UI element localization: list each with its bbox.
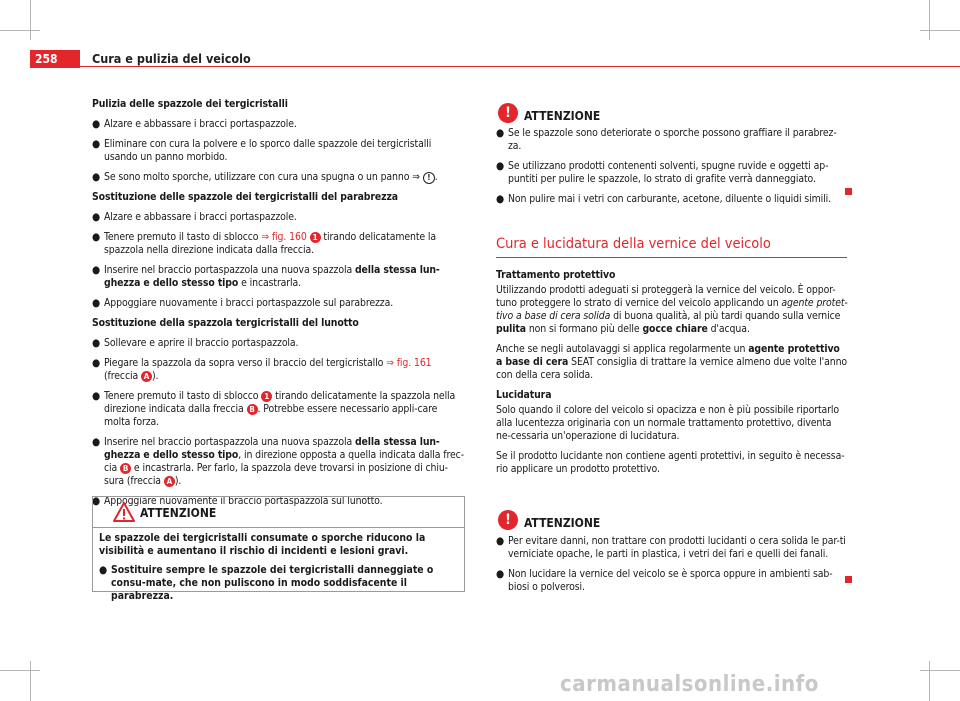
right-column <box>496 269 848 483</box>
list-item: ● Se sono molto sporche, utilizzare con cura una spugna o un panno ⇒ ! . <box>92 171 438 183</box>
list-item: ● Tenere premuto il tasto di sblocco ⇒ fig. 160 1 tirando delicatamente la spazzola nella direzione indicata dalla freccia. <box>92 231 437 256</box>
list-item: ● Inserire nel braccio portaspazzola una nuova spazzola della stessa lun-ghezza e dello stesso tipo, in direzione opposta a quella indicata dalla frec-cia B e incastrarla. Per farlo, la spazzola deve trovarsi in posizione di chiu-sura (freccia A ). <box>92 436 464 487</box>
figure-link[interactable]: ⇒ fig. 161 <box>386 357 432 369</box>
crop-mark <box>30 661 31 701</box>
section-title: Cura e lucidatura della vernice del veicolo <box>496 236 771 252</box>
warning-list-item: ● Sostituire sempre le spazzole dei tergicristalli danneggiate o consu-mate, che non puliscono in modo soddisfacente il parabrezza. <box>99 564 434 602</box>
attention-title: ATTENZIONE <box>524 109 601 123</box>
list-item: ● Non lucidare la vernice del veicolo se è sporca oppure in ambienti sab-biosi o polverosi. <box>496 568 833 593</box>
crop-mark <box>920 670 960 671</box>
crop-mark <box>0 30 40 31</box>
list-item: ● Alzare e abbassare i bracci portaspazzole. <box>92 118 297 130</box>
paragraph: Anche se negli autolavaggi si applica regolarmente un agente protettivo a base di cera SEAT consiglia di trattare la vernice almeno due volte l'anno con della cera solida. <box>496 343 848 381</box>
warning-ref-icon: ! <box>423 172 435 184</box>
subheading-polishing: Lucidatura <box>496 389 552 401</box>
list-item: ● Se utilizzano prodotti contenenti solventi, spugne ruvide e oggetti ap-puntiti per pulire le spazzole, lo strato di grafite verrà danneggiato. <box>496 160 829 185</box>
list-item: ● Eliminare con cura la polvere e lo sporco dalle spazzole dei tergicristalli usando un panno morbido. <box>92 138 432 163</box>
warning-body <box>99 532 459 609</box>
callout-badge: 1 <box>310 232 321 243</box>
list-item: ● Appoggiare nuovamente i bracci portaspazzole sul parabrezza. <box>92 297 394 309</box>
warning-paragraph: Le spazzole dei tergicristalli consumate o sporche riducono la visibilità e aumentano il rischio di incidenti e lesioni gravi. <box>99 532 426 557</box>
warning-box <box>92 496 465 602</box>
page-number: 258 <box>30 50 80 68</box>
section-rule <box>496 257 847 258</box>
attention-title: ATTENZIONE <box>524 516 601 530</box>
list-item: ● Per evitare danni, non trattare con prodotti lucidanti o cera solida le par-ti verniciate opache, le parti in plastica, i vetri dei fari e quelli dei fanali. <box>496 535 846 560</box>
callout-badge: B <box>247 404 258 415</box>
crop-mark <box>929 661 930 701</box>
left-column <box>92 98 465 515</box>
paragraph: Se il prodotto lucidante non contiene agenti protettivi, in seguito è necessa-rio applicare un prodotto protettivo. <box>496 450 845 475</box>
warning-triangle-icon <box>113 502 135 522</box>
section-end-mark <box>845 188 852 195</box>
callout-badge: A <box>141 371 152 382</box>
attention-icon: ! <box>498 510 518 530</box>
list-item: ● Non pulire mai i vetri con carburante, acetone, diluente o liquidi simili. <box>496 193 832 205</box>
paragraph: Solo quando il colore del veicolo si opacizza e non è più possibile riportarlo alla lucentezza originaria con un normale trattamento protettivo, diventa ne-cessaria un'operazione di lucidatura. <box>496 404 840 442</box>
subheading-wiper-cleaning: Pulizia delle spazzole dei tergicristalli <box>92 98 288 110</box>
warning-title: ATTENZIONE <box>140 506 217 520</box>
subheading-protective: Trattamento protettivo <box>496 269 616 281</box>
crop-mark <box>30 0 31 40</box>
attention-icon: ! <box>498 103 518 123</box>
chapter-title: Cura e pulizia del veicolo <box>92 51 251 66</box>
crop-mark <box>920 30 960 31</box>
watermark: carmanualsonline.info <box>560 672 819 697</box>
callout-badge: B <box>120 463 131 474</box>
paragraph: Utilizzando prodotti adeguati si proteggerà la vernice del veicolo. È oppor-tuno proteggere lo strato di vernice del veicolo applicando un agente protet-tivo a base di cera solida di buona qualità, al più tardi quando sulla vernice pulita non si formano più delle gocce chiare d'acqua. <box>496 284 848 335</box>
figure-link[interactable]: ⇒ fig. 160 <box>261 231 307 243</box>
attention-list-1 <box>496 127 846 213</box>
list-item: ● Piegare la spazzola da sopra verso il braccio del tergicristallo ⇒ fig. 161 (freccia A ). <box>92 357 432 382</box>
crop-mark <box>0 670 40 671</box>
warning-box-header <box>93 497 464 528</box>
attention-list-2 <box>496 535 846 601</box>
callout-badge: 1 <box>261 391 272 402</box>
section-end-mark <box>845 576 852 583</box>
list-item: ● Sollevare e aprire il braccio portaspazzola. <box>92 337 299 349</box>
list-item: ● Appoggiare nuovamente il braccio portaspazzola sul lunotto. <box>92 495 383 507</box>
list-item: ● Tenere premuto il tasto di sblocco 1 tirando delicatamente la spazzola nella direzione indicata dalla freccia B . Potrebbe essere necessario appli-care molta forza. <box>92 390 456 428</box>
crop-mark <box>929 0 930 40</box>
list-item: ● Se le spazzole sono deteriorate o sporche possono graffiare il parabrez-za. <box>496 127 837 152</box>
callout-badge: A <box>164 476 175 487</box>
header-rule <box>80 66 960 67</box>
list-item: ● Inserire nel braccio portaspazzola una nuova spazzola della stessa lun-ghezza e dello stesso tipo e incastrarla. <box>92 264 440 289</box>
list-item: ● Alzare e abbassare i bracci portaspazzole. <box>92 211 297 223</box>
subheading-rear-wiper: Sostituzione della spazzola tergicristalli del lunotto <box>92 317 359 329</box>
subheading-windscreen-wipers: Sostituzione delle spazzole dei tergicristalli del parabrezza <box>92 191 399 203</box>
